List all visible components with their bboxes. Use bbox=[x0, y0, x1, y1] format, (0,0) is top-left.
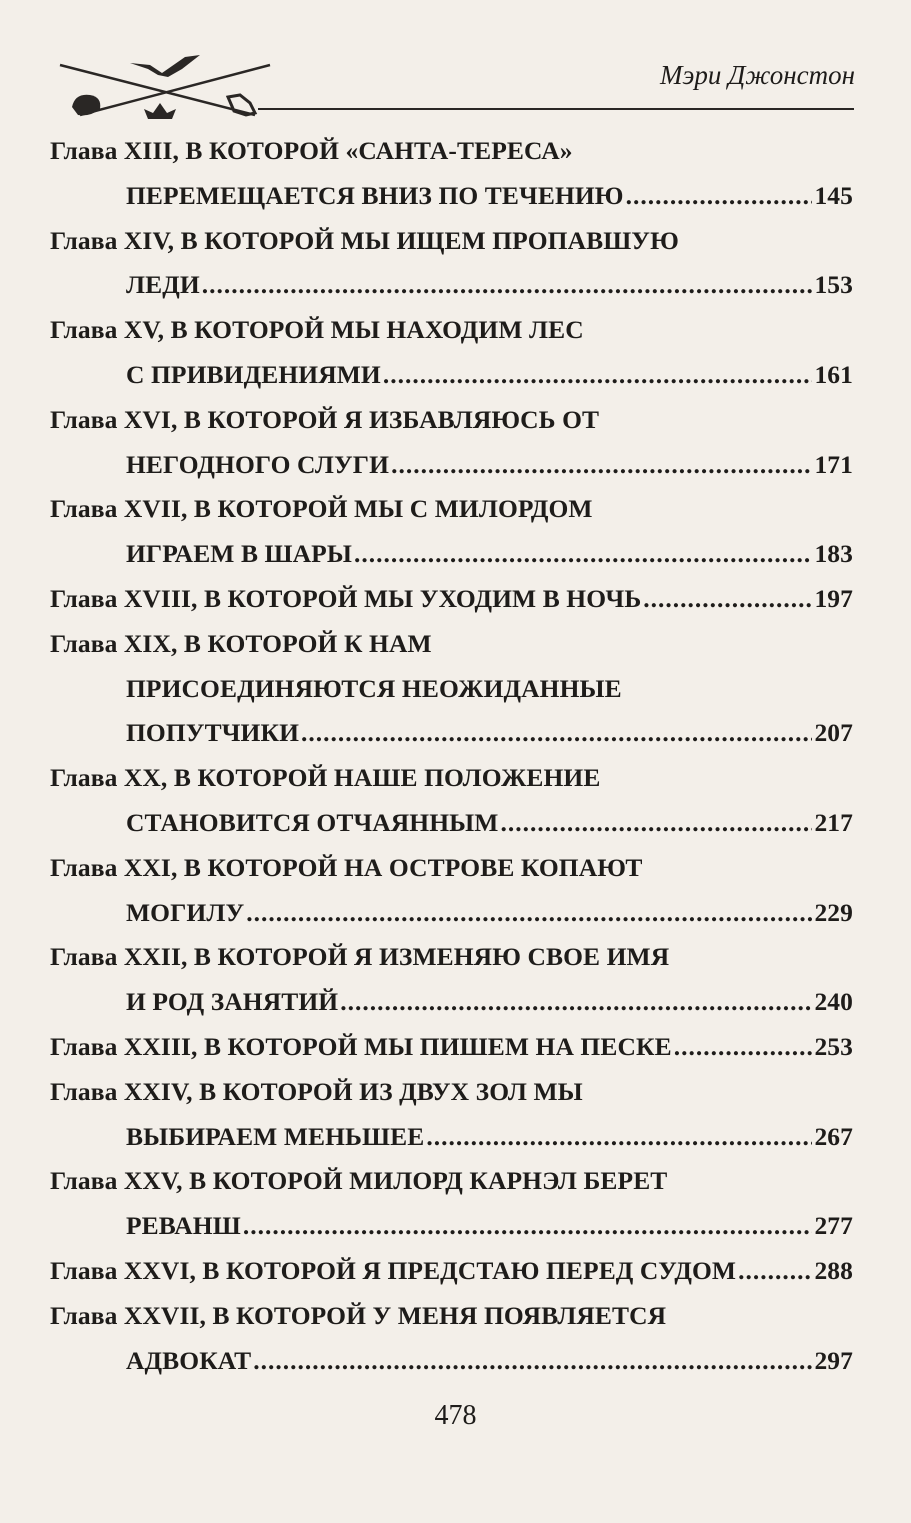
chapter-title: Глава XV, В КОТОРОЙ МЫ НАХОДИМ ЛЕС bbox=[50, 315, 584, 345]
dot-leader bbox=[246, 891, 812, 936]
chapter-title: Глава XXVII, В КОТОРОЙ У МЕНЯ ПОЯВЛЯЕТСЯ bbox=[50, 1300, 667, 1330]
chapter-title: Глава XXI, В КОТОРОЙ НА ОСТРОВЕ КОПАЮТ bbox=[50, 852, 643, 882]
chapter-page: 240 bbox=[814, 987, 853, 1017]
dot-leader bbox=[738, 1249, 812, 1294]
dot-leader bbox=[674, 1025, 813, 1070]
toc-entry-line bbox=[50, 1025, 853, 1070]
toc-entry-line bbox=[50, 1070, 853, 1115]
chapter-title: ЛЕДИ bbox=[126, 270, 200, 300]
chapter-page: 217 bbox=[814, 807, 853, 837]
dot-leader bbox=[340, 980, 812, 1025]
toc-entry-line bbox=[50, 1339, 853, 1384]
toc-entry-line bbox=[50, 129, 853, 174]
toc-entry-line bbox=[50, 711, 853, 756]
chapter-page: 288 bbox=[814, 1255, 853, 1285]
toc-entry-line bbox=[50, 1249, 853, 1294]
chapter-title: Глава XVII, В КОТОРОЙ МЫ С МИЛОРДОМ bbox=[50, 494, 593, 524]
crossed-swords-emblem bbox=[50, 45, 280, 125]
chapter-page: 171 bbox=[814, 449, 853, 479]
chapter-page: 277 bbox=[814, 1211, 853, 1241]
toc-entry-line bbox=[50, 443, 853, 488]
toc-entry-line bbox=[50, 219, 853, 264]
chapter-title: Глава XXII, В КОТОРОЙ Я ИЗМЕНЯЮ СВОЕ ИМЯ bbox=[50, 942, 670, 972]
dot-leader bbox=[202, 263, 813, 308]
dot-leader bbox=[643, 577, 812, 622]
toc-entry-line bbox=[50, 308, 853, 353]
dot-leader bbox=[426, 1115, 812, 1160]
dot-leader bbox=[354, 532, 812, 577]
chapter-title: Глава XXIII, В КОТОРОЙ МЫ ПИШЕМ НА ПЕСКЕ bbox=[50, 1031, 672, 1061]
chapter-page: 161 bbox=[814, 359, 853, 389]
dot-leader bbox=[391, 443, 812, 488]
table-of-contents bbox=[50, 129, 853, 1383]
dot-leader bbox=[253, 1339, 812, 1384]
chapter-page: 297 bbox=[814, 1345, 853, 1375]
toc-entry-line bbox=[50, 1115, 853, 1160]
dot-leader bbox=[500, 801, 812, 846]
running-header-author: Мэри Джонстон bbox=[659, 60, 855, 90]
dot-leader bbox=[383, 353, 813, 398]
toc-entry-line bbox=[50, 487, 853, 532]
toc-entry-line bbox=[50, 846, 853, 891]
chapter-page: 267 bbox=[814, 1121, 853, 1151]
chapter-page: 229 bbox=[814, 897, 853, 927]
toc-entry-line bbox=[50, 756, 853, 801]
toc-entry-line bbox=[50, 1294, 853, 1339]
chapter-title: Глава XXVI, В КОТОРОЙ Я ПРЕДСТАЮ ПЕРЕД СУДОМ bbox=[50, 1255, 737, 1285]
chapter-title: ПОПУТЧИКИ bbox=[126, 718, 300, 748]
toc-entry-line bbox=[50, 980, 853, 1025]
toc-entry-line bbox=[50, 801, 853, 846]
toc-entry-line bbox=[50, 667, 853, 712]
chapter-title: Глава XIII, В КОТОРОЙ «САНТА-ТЕРЕСА» bbox=[50, 136, 573, 165]
chapter-title: Глава XIV, В КОТОРОЙ МЫ ИЩЕМ ПРОПАВШУЮ bbox=[50, 225, 679, 255]
chapter-title: СТАНОВИТСЯ ОТЧАЯННЫМ bbox=[126, 807, 499, 837]
chapter-page: 253 bbox=[814, 1031, 853, 1061]
chapter-title: Глава XX, В КОТОРОЙ НАШЕ ПОЛОЖЕНИЕ bbox=[50, 763, 601, 793]
chapter-title: И РОД ЗАНЯТИЙ bbox=[126, 987, 339, 1017]
chapter-title: Глава XXIV, В КОТОРОЙ ИЗ ДВУХ ЗОЛ МЫ bbox=[50, 1076, 583, 1106]
page-number: 478 bbox=[434, 1400, 477, 1431]
toc-entry-line bbox=[50, 353, 853, 398]
chapter-title: НЕГОДНОГО СЛУГИ bbox=[126, 449, 390, 479]
chapter-title: МОГИЛУ bbox=[126, 897, 245, 927]
toc-entry-line bbox=[50, 622, 853, 667]
chapter-title: ПРИСОЕДИНЯЮТСЯ НЕОЖИДАННЫЕ bbox=[126, 673, 622, 703]
chapter-title: ИГРАЕМ В ШАРЫ bbox=[126, 539, 352, 569]
dot-leader bbox=[243, 1204, 813, 1249]
dot-leader bbox=[301, 711, 812, 756]
chapter-title: Глава XVI, В КОТОРОЙ Я ИЗБАВЛЯЮСЬ ОТ bbox=[50, 404, 600, 434]
chapter-title: Глава XIX, В КОТОРОЙ К НАМ bbox=[50, 628, 432, 658]
chapter-page: 197 bbox=[814, 583, 853, 613]
toc-entry-line bbox=[50, 263, 853, 308]
toc-entry-line bbox=[50, 935, 853, 980]
chapter-title: АДВОКАТ bbox=[126, 1345, 252, 1375]
toc-entry-line bbox=[50, 891, 853, 936]
dot-leader bbox=[626, 174, 813, 219]
chapter-title: Глава XXV, В КОТОРОЙ МИЛОРД КАРНЭЛ БЕРЕТ bbox=[50, 1166, 668, 1196]
chapter-title: ПЕРЕМЕЩАЕТСЯ ВНИЗ ПО ТЕЧЕНИЮ bbox=[126, 180, 624, 210]
chapter-page: 183 bbox=[814, 539, 853, 569]
chapter-title: Глава XVIII, В КОТОРОЙ МЫ УХОДИМ В НОЧЬ bbox=[50, 583, 642, 613]
chapter-page: 207 bbox=[814, 718, 853, 748]
toc-entry-line bbox=[50, 577, 853, 622]
toc-entry-line bbox=[50, 532, 853, 577]
chapter-title: РЕВАНШ bbox=[126, 1211, 241, 1241]
toc-entry-line bbox=[50, 398, 853, 443]
chapter-page: 153 bbox=[814, 270, 853, 300]
header-rule bbox=[258, 108, 854, 110]
toc-entry-line bbox=[50, 174, 853, 219]
chapter-page: 145 bbox=[814, 180, 853, 210]
chapter-title: С ПРИВИДЕНИЯМИ bbox=[126, 359, 381, 389]
toc-entry-line bbox=[50, 1159, 853, 1204]
toc-entry-line bbox=[50, 1204, 853, 1249]
chapter-title: ВЫБИРАЕМ МЕНЬШЕЕ bbox=[126, 1121, 425, 1151]
